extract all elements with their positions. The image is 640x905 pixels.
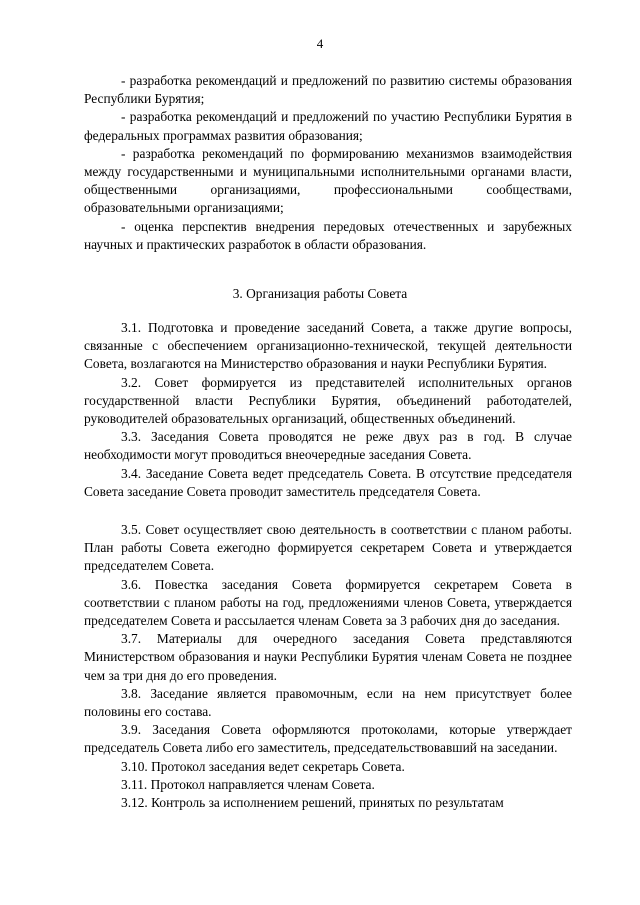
list-item: - разработка рекомендаций и предложений по развитию системы образования Республики Бурятия; <box>84 73 572 107</box>
section-paragraphs-group-2 <box>84 521 572 812</box>
section-heading: 3. Организация работы Совета <box>232 286 408 301</box>
paragraph-3-9: 3.9. Заседания Совета оформляются протоколами, которые утверждает председатель Совета либо его заместитель, председательствовавший на заседании. <box>84 722 572 756</box>
responsibilities-list <box>84 72 572 254</box>
paragraph-3-3: 3.3. Заседания Совета проводятся не реже двух раз в год. В случае необходимости могут проводиться внеочередные заседания Совета. <box>84 429 572 463</box>
paragraph-3-10: 3.10. Протокол заседания ведет секретарь Совета. <box>121 758 405 774</box>
page-number: 4 <box>316 36 324 51</box>
list-item: - разработка рекомендаций и предложений по участию Республики Бурятия в федеральных программах развития образования; <box>84 109 572 143</box>
paragraph-3-7: 3.7. Материалы для очередного заседания Совета представляются Министерством образования и науки Республики Бурятия членам Совета не позднее чем за три дня до его проведения. <box>84 631 572 683</box>
paragraph-3-12: 3.12. Контроль за исполнением решений, принятых по результатам <box>121 795 504 811</box>
paragraph-3-8: 3.8. Заседание является правомочным, если на нем присутствует более половины его состава. <box>84 685 572 720</box>
paragraph-3-5: 3.5. Совет осуществляет свою деятельность в соответствии с планом работы. План работы Совета ежегодно формируется секретарем Совета и утверждается председателем Совета. <box>84 522 572 574</box>
paragraph-3-4: 3.4. Заседание Совета ведет председатель Совета. В отсутствие председателя Совета заседание Совета проводит заместитель председателя Совета. <box>84 465 572 499</box>
paragraph-3-11: 3.11. Протокол направляется членам Совета. <box>121 776 375 792</box>
section-paragraphs-group-1 <box>84 319 572 501</box>
list-item: - оценка перспектив внедрения передовых отечественных и зарубежных научных и практических разработок в области образования. <box>84 218 572 252</box>
paragraph-3-2: 3.2. Совет формируется из представителей исполнительных органов государственной власти Республики Бурятия, объединений работодателей, руководителей образовательных организаций, общественных объединений. <box>84 374 572 427</box>
paragraph-3-1: 3.1. Подготовка и проведение заседаний Совета, а также другие вопросы, связанные с обеспечением организационно-технической, текущей деятельности Совета, возлагаются на Министерство образования и науки Республики Бурятия. <box>84 320 572 372</box>
paragraph-3-6: 3.6. Повестка заседания Совета формируется секретарем Совета в соответствии с планом работы на год, предложениями членов Совета, утверждается председателем Совета и рассылается членам Совета за 3 рабочих дня до заседания. <box>84 576 572 629</box>
list-item: - разработка рекомендаций по формированию механизмов взаимодействия между государственными и муниципальными исполнительными органами власти, общественными организациями, профессиональными сообществами, образовательными организациями; <box>84 145 572 216</box>
